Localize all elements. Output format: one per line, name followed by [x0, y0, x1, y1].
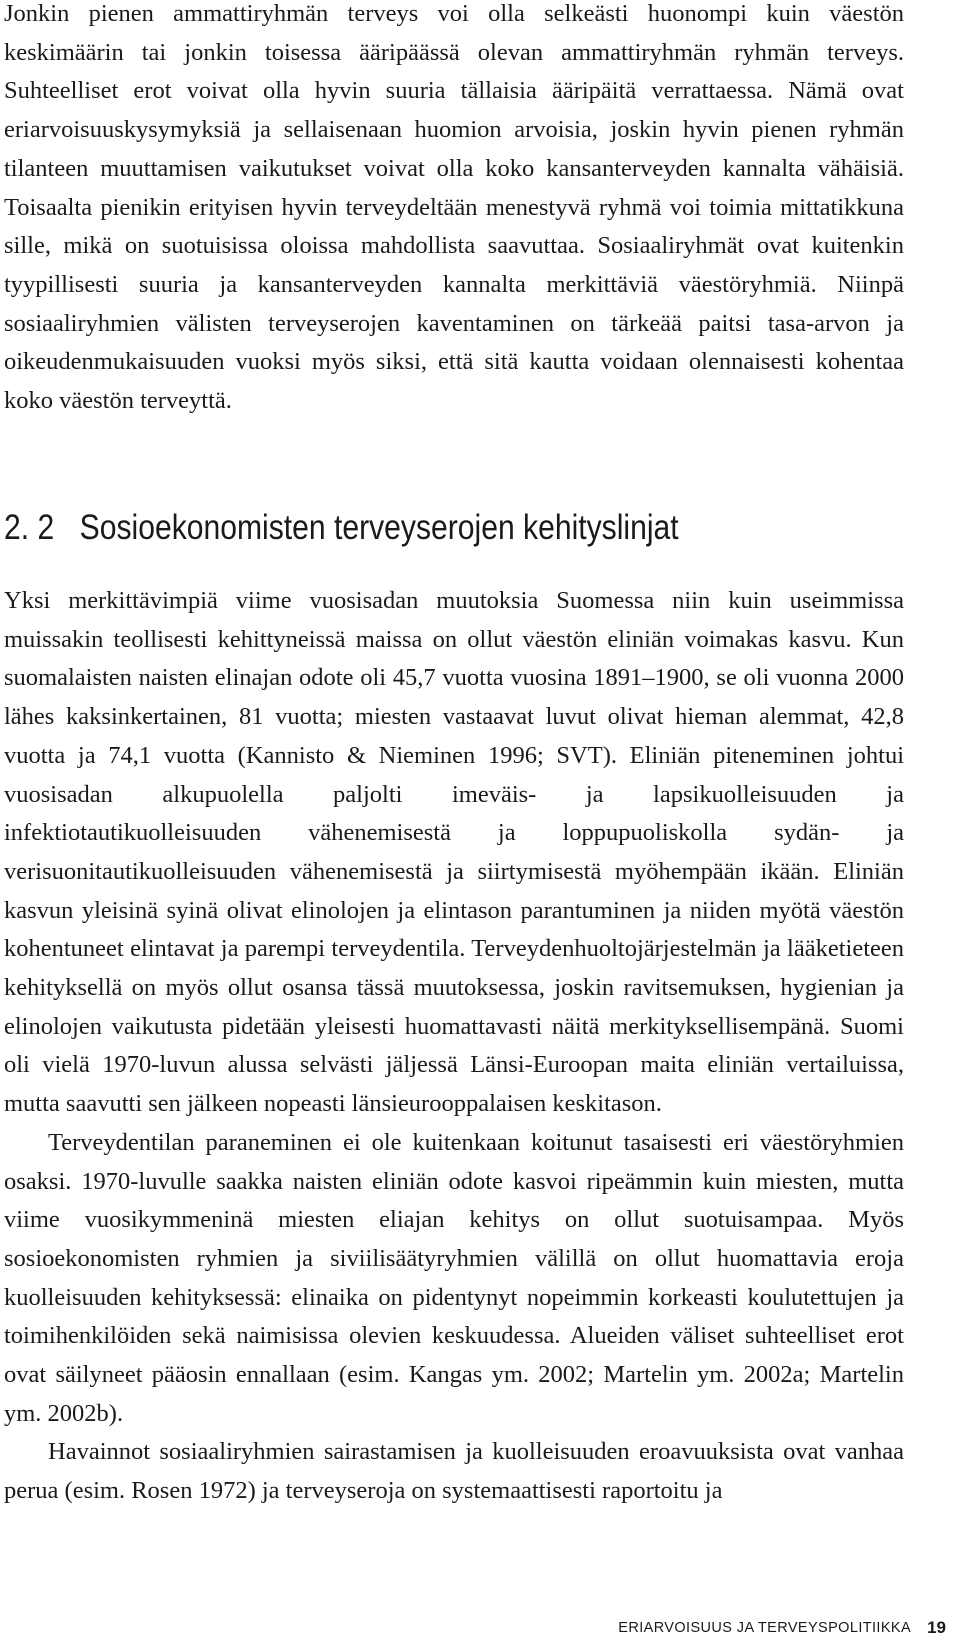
section-heading: [4, 503, 679, 553]
section-body: [4, 582, 904, 1511]
body-paragraph-2: Terveydentilan paraneminen ei ole kuitenkaan koitunut tasaisesti eri väestöryhmien osaksi. 1970-luvulle saakka naisten eliniän odote kasvoi ripeämmin kuin miesten, mutta viime vuosikymmeninä miesten eliajan kehitys on ollut suotuisampaa. Myös sosioekonomisten ryhmien ja siviilisäätyryhmien välillä on ollut huomattavia eroja kuolleisuuden kehityksessä: elinaika on pidentynyt nopeimmin korkeasti koulutettujen ja toimihenkilöiden sekä naimisissa olevien keskuudessa. Alueiden väliset suhteelliset erot ovat säilyneet pääosin ennallaan (esim. Kangas ym. 2002; Martelin ym. 2002a; Martelin ym. 2002b).: [4, 1128, 904, 1427]
page-number: 19: [927, 1617, 946, 1637]
intro-text-block: [4, 0, 904, 421]
intro-paragraph: Jonkin pienen ammattiryhmän terveys voi olla selkeästi huonompi kuin väestön keskimäärin tai jonkin toisessa ääripäässä olevan ammattiryhmän ryhmän terveys. Suhteelliset erot voivat olla hyvin suuria tällaisia ääripäitä verrattaessa. Nämä ovat eriarvoisuuskysymyksiä ja sellaisenaan huomion arvoisia, joskin hyvin pienen ryhmän tilanteen muuttamisen vaikutukset voivat olla koko kansanterveyden kannalta vähäisiä. Toisaalta pienikin erityisen hyvin terveydeltään menestyvä ryhmä voi toimia mittatikkuna sille, mikä on suotuisissa oloissa mahdollista saavuttaa. Sosiaaliryhmät ovat kuitenkin tyypillisesti suuria ja kansanterveyden kannalta merkittäviä väestöryhmiä. Niinpä sosiaaliryhmien välisten terveyserojen kaventaminen on tärkeää paitsi tasa-arvon ja oikeudenmukaisuuden vuoksi myös siksi, että sitä kautta voidaan olennaisesti kohentaa koko väestön terveyttä.: [4, 0, 904, 415]
body-paragraph-1: Yksi merkittävimpiä viime vuosisadan muutoksia Suomessa niin kuin useimmissa muissakin teollisesti kehittyneissä maissa on ollut väestön eliniän voimakas kasvu. Kun suomalaisten naisten elinajan odote oli 45,7 vuotta vuosina 1891–1900, se oli vuonna 2000 lähes kaksinkertainen, 81 vuotta; miesten vastaavat luvut olivat hieman alemmat, 42,8 vuotta ja 74,1 vuotta (Kannisto & Nieminen 1996; SVT). Eliniän piteneminen johtui vuosisadan alkupuolella paljolti imeväis- ja lapsikuolleisuuden ja infektiotautikuolleisuuden vähenemisestä ja loppupuoliskolla sydän- ja verisuonitautikuolleisuuden vähenemisestä ja siirtymisestä myöhempään ikään. Eliniän kasvun yleisinä syinä olivat elinolojen ja elintason parantuminen ja niiden myötä väestön kohentuneet elintavat ja parempi terveydentila. Terveydenhuoltojärjestelmän ja lääketieteen kehityksellä on myös ollut osansa tässä muutoksessa, joskin ravitsemuksen, hygienian ja elinolojen vaikutusta pidetään yleisesti huomattavasti näitä merkityksellisempänä. Suomi oli vielä 1970-luvun alussa selvästi jäljessä Länsi-Euroopan maita eliniän vertailuissa, mutta saavutti sen jälkeen nopeasti länsieurooppalaisen keskitason.: [4, 587, 904, 1118]
running-title: ERIARVOISUUS JA TERVEYSPOLITIIKKA: [618, 1619, 912, 1636]
page-footer: [618, 1614, 960, 1641]
section-title: Sosioekonomisten terveyserojen kehityslinjat: [79, 508, 679, 547]
section-number: 2. 2: [4, 508, 55, 547]
body-paragraph-3: Havainnot sosiaaliryhmien sairastamisen ja kuolleisuuden eroavuuksista ovat vanhaa perua (esim. Rosen 1972) ja terveyseroja on systemaattisesti raportoitu ja: [4, 1438, 904, 1505]
